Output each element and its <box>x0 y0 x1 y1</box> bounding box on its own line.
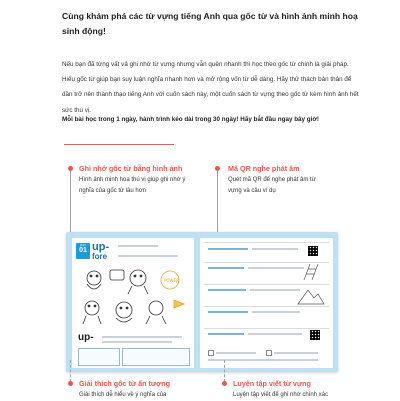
callout-dot-bottom-right <box>222 381 227 386</box>
text-placeholder <box>274 352 318 354</box>
svg-text:POWER: POWER <box>164 278 179 283</box>
text-placeholder <box>250 289 300 291</box>
text-placeholder <box>102 341 172 343</box>
text-placeholder <box>248 267 304 269</box>
mini-table <box>122 348 190 366</box>
callout-line-top-right <box>217 171 218 235</box>
callout-text-top-left: Hình ảnh minh hoạ thú vị giúp ghi nhớ ý nghĩa của gốc từ lâu hơn <box>79 177 186 194</box>
book-left-page <box>72 238 194 368</box>
mountain-sketch <box>296 286 326 306</box>
text-placeholder <box>208 267 244 269</box>
callout-line-top-left <box>70 171 71 235</box>
book-spread-illustration <box>66 232 338 372</box>
qr-code-icon <box>308 246 318 256</box>
callout-text-bottom-right: Luyện tập viết để ghi nhớ chính xác <box>233 392 328 398</box>
root-word-large: up- <box>78 332 94 343</box>
highlight-sentence: Mỗi bài học trong 1 ngày, hành trình kéo dài trong 30 ngày! Hãy bắt đầu ngay bây giờ! <box>62 116 319 123</box>
callout-text-top-right: Quét mã QR để nghe phát âm từ vựng và câu ví dụ <box>228 177 316 194</box>
callout-line-bottom-right <box>224 360 225 382</box>
checkbox-icon <box>266 350 272 356</box>
text-placeholder <box>118 245 158 247</box>
text-placeholder <box>208 289 246 291</box>
text-placeholder <box>208 333 244 335</box>
checkbox-icon <box>208 350 214 356</box>
text-placeholder <box>248 333 302 335</box>
page-headline: Cùng khám phá các từ vựng tiếng Anh qua gốc từ và hình ảnh minh hoạ sinh động! <box>62 11 358 36</box>
text-placeholder <box>208 311 248 313</box>
book-right-page <box>200 238 333 368</box>
red-divider <box>64 144 174 145</box>
text-placeholder <box>252 248 298 250</box>
callout-title-top-right: Mã QR nghe phát âm <box>228 164 300 173</box>
callout-text-bottom-left: Giải thích dễ hiểu về ý nghĩa của <box>79 392 167 398</box>
root-word-heading: up- <box>92 241 110 253</box>
root-word-subheading: fore <box>92 252 108 261</box>
callout-line-bottom-left <box>70 360 71 382</box>
text-placeholder <box>208 248 248 250</box>
text-placeholder <box>118 255 178 257</box>
text-placeholder <box>252 311 300 313</box>
ladder-sketch <box>300 262 326 282</box>
intro-paragraph: Nếu bạn đã từng vất vả ghi nhớ từ vựng nhưng vẫn quên nhanh thì học theo gốc từ chính là giải pháp. Hiểu gốc từ giúp bạn suy luận nghĩa nhanh hơn và mở rộng vốn từ dễ dàng. Hãy thử thách bản thân để dần trở nên thành thạo tiếng Anh với cuốn sách này, một cuốn sách từ vựng theo gốc từ kèm hình ảnh hết sức thú vị. <box>62 61 359 114</box>
vocab-row <box>204 306 329 325</box>
text-placeholder <box>102 336 182 338</box>
mini-table <box>78 348 120 366</box>
callout-title-top-left: Ghi nhớ gốc từ bằng hình ảnh <box>79 164 183 173</box>
qr-code-icon <box>310 330 320 340</box>
callout-title-bottom-left: Giải thích gốc từ ấn tượng <box>79 379 170 388</box>
unit-badge: DAY 01 <box>76 243 90 259</box>
cartoon-illustration <box>76 264 192 330</box>
callout-dot-bottom-left <box>68 381 73 386</box>
callout-title-bottom-right: Luyện tập viết từ vựng <box>233 379 311 388</box>
text-placeholder <box>216 352 256 354</box>
